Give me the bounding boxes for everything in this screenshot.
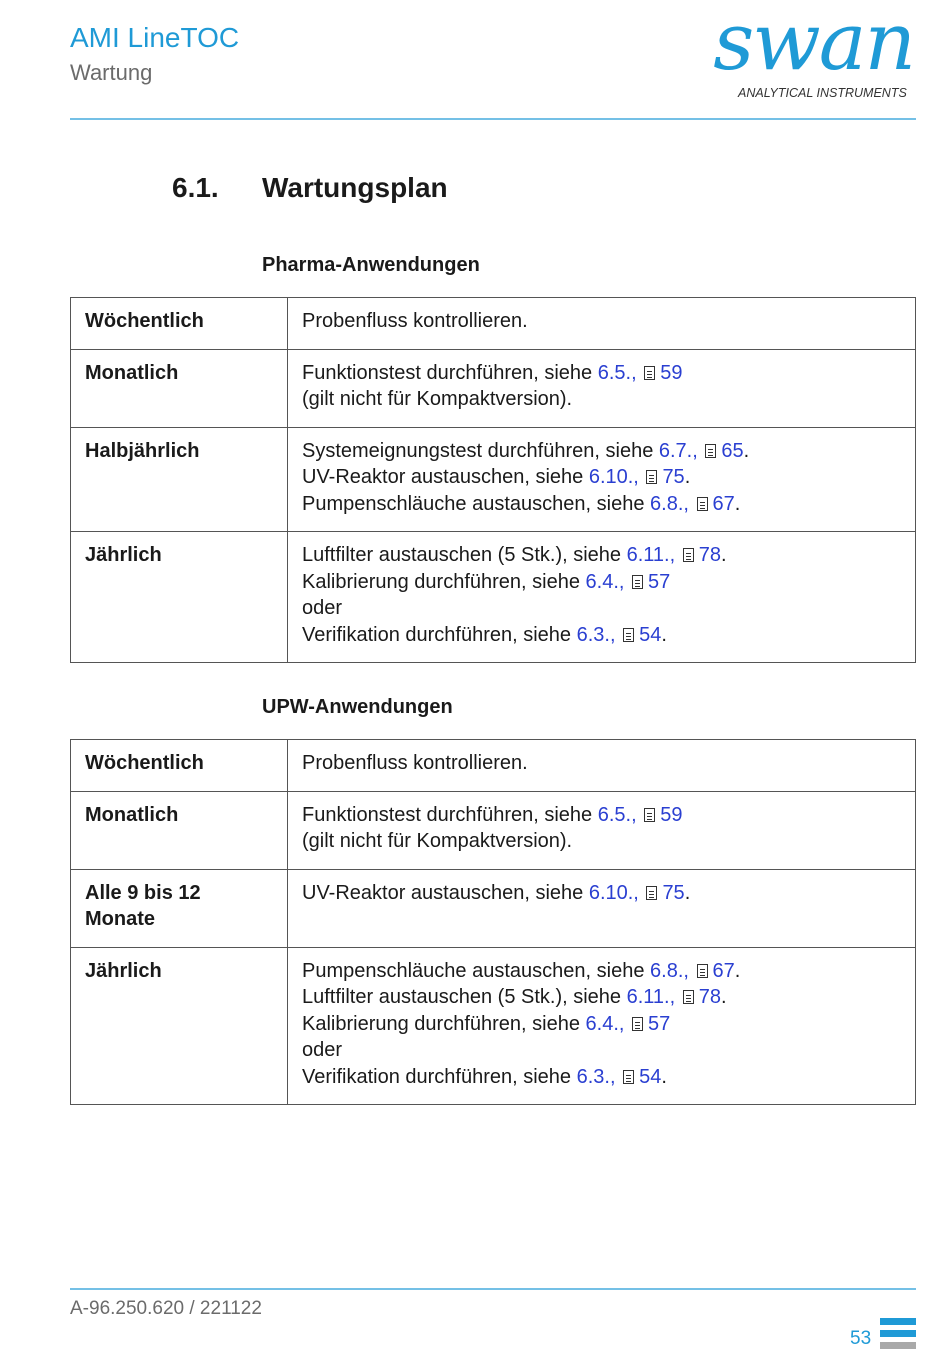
task-cell [288, 947, 916, 1105]
reference-section: 6.3., [576, 623, 622, 646]
reference-page: 54 [639, 623, 662, 646]
reference-section: 6.4., [585, 570, 630, 593]
page-marker-icon [880, 1318, 916, 1360]
schedule-row [71, 532, 916, 663]
task-text-end: . [661, 623, 667, 646]
section-reference-link[interactable] [650, 493, 735, 515]
footer-divider [70, 1288, 916, 1290]
product-title: AMI LineTOC [70, 22, 240, 53]
task-line [302, 569, 903, 596]
reference-page: 59 [660, 361, 683, 384]
task-text: Verifikation durchführen, siehe [302, 623, 577, 646]
reference-page: 75 [662, 466, 685, 488]
page-reference-icon [705, 444, 716, 458]
task-line [302, 750, 903, 777]
page-reference-icon [632, 1017, 643, 1031]
section-title: Wartungsplan [262, 172, 448, 203]
task-text-end: . [720, 544, 727, 566]
page-reference-icon [683, 548, 694, 562]
task-line [302, 1037, 903, 1064]
section-reference-link[interactable] [577, 1066, 662, 1088]
page-reference-icon [632, 575, 643, 589]
task-text-end: . [661, 1065, 667, 1088]
task-text: oder [302, 1039, 343, 1061]
task-line [302, 542, 903, 569]
task-cell [288, 298, 916, 350]
schedule-row [71, 947, 916, 1105]
reference-page: 67 [712, 492, 735, 515]
task-text: Pumpenschläuche austauschen, siehe [302, 959, 651, 982]
task-text-end: . [720, 986, 727, 1008]
task-text: Luftfilter austauschen (5 Stk.), siehe [302, 986, 627, 1008]
section-number: 6.1. [172, 172, 219, 203]
task-cell [288, 532, 916, 663]
reference-section: 6.8., [650, 959, 695, 982]
task-line [302, 360, 903, 387]
task-cell [288, 740, 916, 792]
task-line [302, 906, 903, 933]
page-reference-icon [644, 808, 655, 822]
reference-page: 59 [660, 803, 683, 826]
task-line [302, 802, 903, 829]
section-reference-link[interactable] [589, 882, 685, 904]
reference-section: 6.5., [597, 361, 643, 384]
chapter-subtitle: Wartung [70, 60, 153, 85]
section-reference-link[interactable] [577, 624, 662, 646]
interval-label: Wöchentlich [85, 310, 204, 332]
reference-page: 75 [662, 881, 685, 904]
interval-cell [71, 349, 288, 427]
task-text: Verifikation durchführen, siehe [302, 1065, 577, 1088]
section-reference-link[interactable] [586, 571, 671, 593]
section-reference-link[interactable] [586, 1013, 671, 1035]
task-text: Kalibrierung durchführen, siehe [302, 570, 586, 593]
reference-page: 57 [648, 570, 671, 593]
task-line [302, 1064, 903, 1091]
interval-label: Halbjährlich [85, 439, 200, 462]
task-text: Kalibrierung durchführen, siehe [302, 1012, 586, 1035]
swan-logo [713, 0, 918, 104]
task-line [302, 622, 903, 649]
task-line [302, 880, 903, 907]
task-text-end: . [734, 959, 741, 982]
page-number: 53 [850, 1328, 872, 1349]
reference-page: 78 [698, 986, 721, 1008]
reference-section: 6.7., [658, 439, 704, 462]
schedule-row [71, 349, 916, 427]
logo-wordmark: swan [713, 0, 914, 88]
schedule-row [71, 740, 916, 792]
interval-label: Monate [85, 908, 155, 930]
page-reference-icon [697, 497, 708, 511]
reference-section: 6.10., [588, 466, 645, 488]
interval-label: Alle 9 bis 12 [85, 881, 201, 904]
schedule-row [71, 427, 916, 532]
interval-label: Jährlich [85, 544, 162, 566]
task-line [302, 491, 903, 518]
reference-section: 6.4., [585, 1012, 630, 1035]
task-line [302, 1011, 903, 1038]
task-text: Luftfilter austauschen (5 Stk.), siehe [302, 544, 627, 566]
task-text: (gilt nicht für Kompaktversion). [302, 388, 573, 410]
page-reference-icon [623, 1070, 634, 1084]
page-reference-icon [623, 628, 634, 642]
interval-cell [71, 532, 288, 663]
interval-cell [71, 791, 288, 869]
task-line [302, 308, 903, 335]
reference-section: 6.5., [597, 803, 643, 826]
task-text: Funktionstest durchführen, siehe [302, 361, 598, 384]
task-cell [288, 869, 916, 947]
task-line [302, 464, 903, 491]
task-text: Funktionstest durchführen, siehe [302, 803, 598, 826]
schedule-row [71, 298, 916, 350]
interval-label: Monatlich [85, 803, 179, 826]
task-line [302, 984, 903, 1011]
interval-cell [71, 298, 288, 350]
task-cell [288, 349, 916, 427]
reference-page: 54 [639, 1065, 662, 1088]
header-divider [70, 118, 916, 120]
page-reference-icon [646, 886, 657, 900]
pharma-schedule-table [70, 297, 916, 663]
task-text-end: . [684, 881, 691, 904]
task-text-end: . [743, 439, 750, 462]
interval-cell [71, 740, 288, 792]
interval-cell [71, 947, 288, 1105]
section-reference-link[interactable] [589, 466, 685, 488]
schedule-row [71, 791, 916, 869]
reference-section: 6.8., [650, 492, 695, 515]
section-reference-link[interactable] [598, 804, 683, 826]
task-text-end: . [684, 466, 691, 488]
document-code: A-96.250.620 / 221122 [70, 1298, 262, 1319]
reference-section: 6.3., [576, 1065, 622, 1088]
task-line [302, 958, 903, 985]
reference-section: 6.11., [626, 544, 681, 566]
task-line [302, 386, 903, 413]
upw-heading: UPW-Anwendungen [262, 696, 453, 718]
interval-label: Wöchentlich [85, 752, 204, 774]
task-text-end: . [734, 492, 741, 515]
upw-schedule-table [70, 739, 916, 1105]
task-cell [288, 427, 916, 532]
reference-section: 6.11., [626, 986, 681, 1008]
reference-section: 6.10., [588, 881, 645, 904]
task-text: Systemeignungstest durchführen, siehe [302, 439, 659, 462]
schedule-row [71, 869, 916, 947]
task-text: Probenfluss kontrollieren. [302, 752, 528, 774]
page-reference-icon [697, 964, 708, 978]
reference-page: 65 [721, 439, 744, 462]
reference-page: 57 [648, 1012, 671, 1035]
task-cell [288, 791, 916, 869]
reference-page: 67 [712, 959, 735, 982]
interval-cell [71, 427, 288, 532]
section-reference-link[interactable] [598, 362, 683, 384]
task-line [302, 828, 903, 855]
task-text: (gilt nicht für Kompaktversion). [302, 830, 573, 852]
section-reference-link[interactable] [627, 986, 721, 1008]
task-line [302, 595, 903, 622]
page-reference-icon [683, 990, 694, 1004]
interval-label: Monatlich [85, 361, 179, 384]
task-text: Probenfluss kontrollieren. [302, 310, 528, 332]
task-line [302, 438, 903, 465]
reference-page: 78 [698, 544, 721, 566]
task-text: UV-Reaktor austauschen, siehe [302, 466, 589, 488]
task-text: UV-Reaktor austauschen, siehe [302, 881, 589, 904]
logo-tagline: ANALYTICAL INSTRUMENTS [738, 86, 907, 100]
pharma-heading: Pharma-Anwendungen [262, 254, 480, 276]
interval-cell [71, 869, 288, 947]
section-reference-link[interactable] [659, 440, 744, 462]
page-reference-icon [644, 366, 655, 380]
task-text: Pumpenschläuche austauschen, siehe [302, 492, 651, 515]
section-reference-link[interactable] [627, 544, 721, 566]
interval-label: Jährlich [85, 959, 162, 982]
section-reference-link[interactable] [650, 960, 735, 982]
page-reference-icon [646, 470, 657, 484]
task-text: oder [302, 597, 343, 619]
